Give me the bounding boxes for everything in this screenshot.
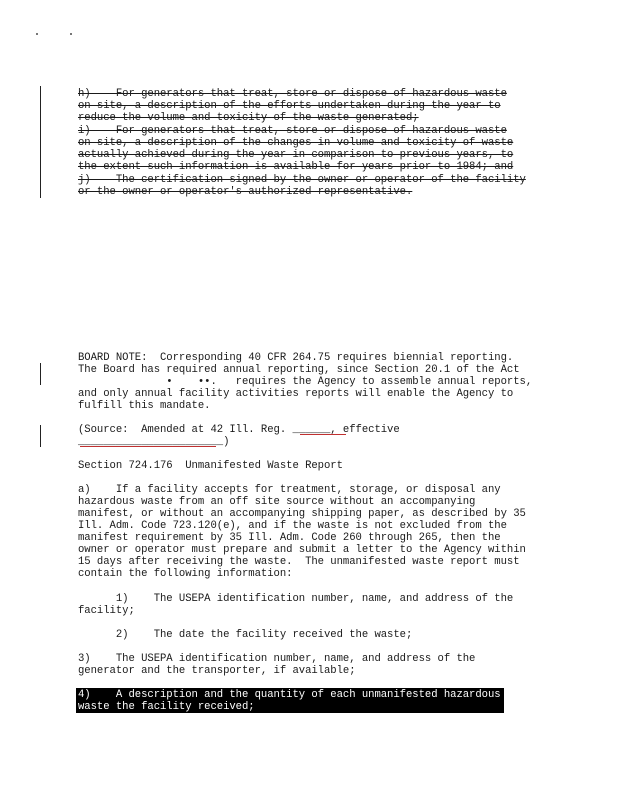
struck-line: on site, a description of the efforts undertaken during the year to [78, 100, 501, 112]
paragraph-line: Ill. Adm. Code 723.120(e), and if the waste is not excluded from the [78, 520, 507, 532]
struck-line: j) The certification signed by the owner or operator of the facility [78, 174, 526, 186]
struck-line: or the owner or operator's authorized representative. [78, 186, 413, 198]
source-note: (Source: Amended at 42 Ill. Reg. ______, effective [78, 424, 400, 436]
effective-date-blank-underline [80, 446, 216, 447]
list-item-4: 4) A description and the quantity of each unmanifested hazardous [78, 689, 501, 701]
scan-speck [36, 33, 38, 35]
list-item-1-cont: facility; [78, 605, 135, 617]
paragraph-line: 15 days after receiving the waste. The unmanifested waste report must [78, 556, 520, 568]
list-item-3: 3) The USEPA identification number, name, and address of the [78, 653, 476, 665]
struck-line: on site, a description of the changes in volume and toxicity of waste [78, 137, 514, 149]
board-note-line: • ••. requires the Agency to assemble annual reports, [78, 376, 533, 388]
list-item-3-cont: generator and the transporter, if available; [78, 665, 356, 677]
board-note-line: and only annual facility activities reports will enable the Agency to [78, 388, 514, 400]
board-note-line: fulfill this mandate. [78, 400, 211, 412]
struck-line: h) For generators that treat, store or dispose of hazardous waste [78, 88, 507, 100]
board-note-line: The Board has required annual reporting, since Section 20.1 of the Act [78, 364, 520, 376]
revision-bar [40, 86, 41, 198]
revision-bar [40, 363, 41, 385]
struck-line: the extent such information is available for years prior to 1984; and [78, 161, 514, 173]
section-heading: Section 724.176 Unmanifested Waste Report [78, 460, 343, 472]
list-item-1: 1) The USEPA identification number, name, and address of the [78, 593, 514, 605]
paragraph-line: contain the following information: [78, 568, 293, 580]
scan-speck [70, 33, 72, 35]
paragraph-line: manifest, or without an accompanying shipping paper, as described by 35 [78, 508, 526, 520]
amendment-blank-underline [300, 434, 346, 435]
source-note-date: _______________________) [78, 436, 230, 448]
paragraph-line: manifest requirement by 35 Ill. Adm. Code 260 through 265, then the [78, 532, 501, 544]
revision-bar [40, 425, 41, 447]
struck-line: reduce the volume and toxicity of the waste generated; [78, 112, 419, 124]
list-item-2: 2) The date the facility received the waste; [78, 629, 413, 641]
list-item-4-cont: waste the facility received; [78, 701, 255, 713]
highlighted-selection [76, 688, 504, 713]
paragraph-line: hazardous waste from an off site source without an accompanying [78, 496, 476, 508]
struck-line: actually achieved during the year in comparison to previous years, to [78, 149, 514, 161]
paragraph-line: owner or operator must prepare and submit a letter to the Agency within [78, 544, 526, 556]
board-note-line: BOARD NOTE: Corresponding 40 CFR 264.75 requires biennial reporting. [78, 352, 514, 364]
paragraph-line: a) If a facility accepts for treatment, storage, or disposal any [78, 484, 501, 496]
struck-line: i) For generators that treat, store or dispose of hazardous waste [78, 125, 507, 137]
